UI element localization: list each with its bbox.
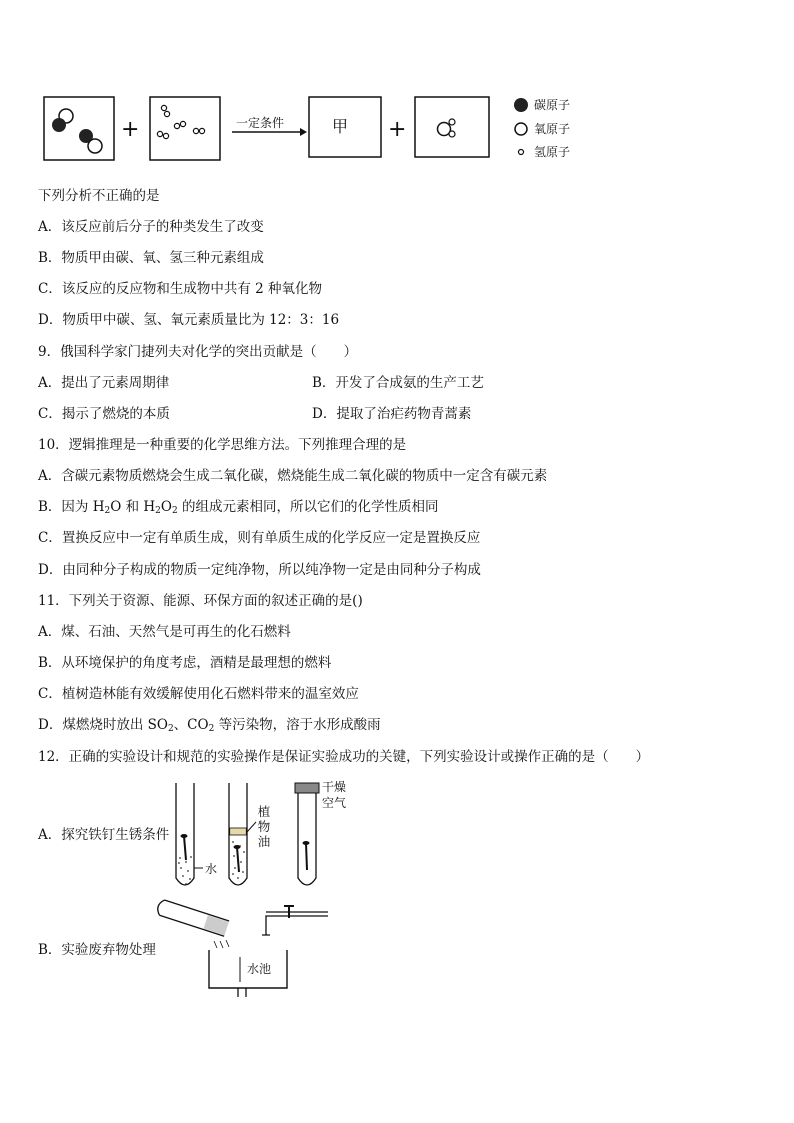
oil-label: 植 物 油 xyxy=(257,804,271,849)
q11-option-a: A．煤、石油、天然气是可再生的化石燃料 xyxy=(38,624,291,640)
q11-option-c: C．植树造林能有效缓解使用化石燃料带来的温室效应 xyxy=(38,686,359,702)
q8-option-b: B．物质甲由碳、氧、氢三种元素组成 xyxy=(38,250,264,266)
q9-stem: 9．俄国科学家门捷列夫对化学的突出贡献是（ ） xyxy=(38,344,358,360)
sink-label: 水池 xyxy=(247,962,272,976)
q9-option-d: D．提取了治疟药物青蒿素 xyxy=(312,406,472,422)
q10-option-a: A．含碳元素物质燃烧会生成二氧化碳，燃烧能生成二氧化碳的物质中一定含有碳元素 xyxy=(38,468,548,484)
tilted-test-tube xyxy=(156,899,229,936)
q12-stem: 12．正确的实验设计和规范的实验操作是保证实验成功的关键，下列实验设计或操作正确的是（ ） xyxy=(38,749,650,765)
q8-option-d: D．物质甲中碳、氢、氧元素质量比为 12：3：16 xyxy=(38,312,340,328)
q9-option-c: C．揭示了燃烧的本质 xyxy=(38,406,170,422)
q12-option-a: A．探究铁钉生锈条件 xyxy=(38,827,170,843)
legend-carbon: 碳原子 xyxy=(534,98,571,112)
plus-sign-1: + xyxy=(121,117,140,142)
legend-oxygen: 氧原子 xyxy=(534,122,571,136)
q11-option-d: D．煤燃烧时放出 $SO_2$、$CO_2$ 等污染物，溶于水形成酸雨 xyxy=(38,717,381,734)
q10-stem: 10．逻辑推理是一种重要的化学思维方法。下列推理合理的是 xyxy=(38,437,407,453)
q11-option-b: B．从环境保护的角度考虑，酒精是最理想的燃料 xyxy=(38,655,332,671)
legend-hydrogen: 氢原子 xyxy=(534,145,571,159)
q8-option-a: A．该反应前后分子的种类发生了改变 xyxy=(38,219,264,235)
arrow-label: 一定条件 xyxy=(236,116,285,130)
dry-air-label-1: 干燥 xyxy=(322,780,347,794)
q11-stem: 11．下列关于资源、能源、环保方面的叙述正确的是() xyxy=(38,593,363,609)
water-label: 水 xyxy=(205,862,218,876)
q9-option-a: A．提出了元素周期律 xyxy=(38,375,170,391)
product-label: 甲 xyxy=(332,117,349,136)
q10-option-d: D．由同种分子构成的物质一定纯净物，所以纯净物一定是由同种分子构成 xyxy=(38,562,481,578)
q8-prompt: 下列分析不正确的是 xyxy=(38,188,160,204)
q10-option-b: B．因为 $H_2O$ 和 $H_2O_2$ 的组成元素相同，所以它们的化学性质相同 xyxy=(38,499,439,516)
q12-option-b: B．实验废弃物处理 xyxy=(38,942,156,958)
q10-option-c: C．置换反应中一定有单质生成，则有单质生成的化学反应一定是置换反应 xyxy=(38,530,481,546)
plus-sign-2: + xyxy=(388,117,407,142)
dry-air-label-2: 空气 xyxy=(322,796,347,810)
pouring-stream xyxy=(214,940,229,948)
q8-option-c: C．该反应的反应物和生成物中共有 2 种氧化物 xyxy=(38,281,323,297)
faucet xyxy=(262,912,328,935)
q9-option-b: B．开发了合成氨的生产工艺 xyxy=(312,375,484,391)
